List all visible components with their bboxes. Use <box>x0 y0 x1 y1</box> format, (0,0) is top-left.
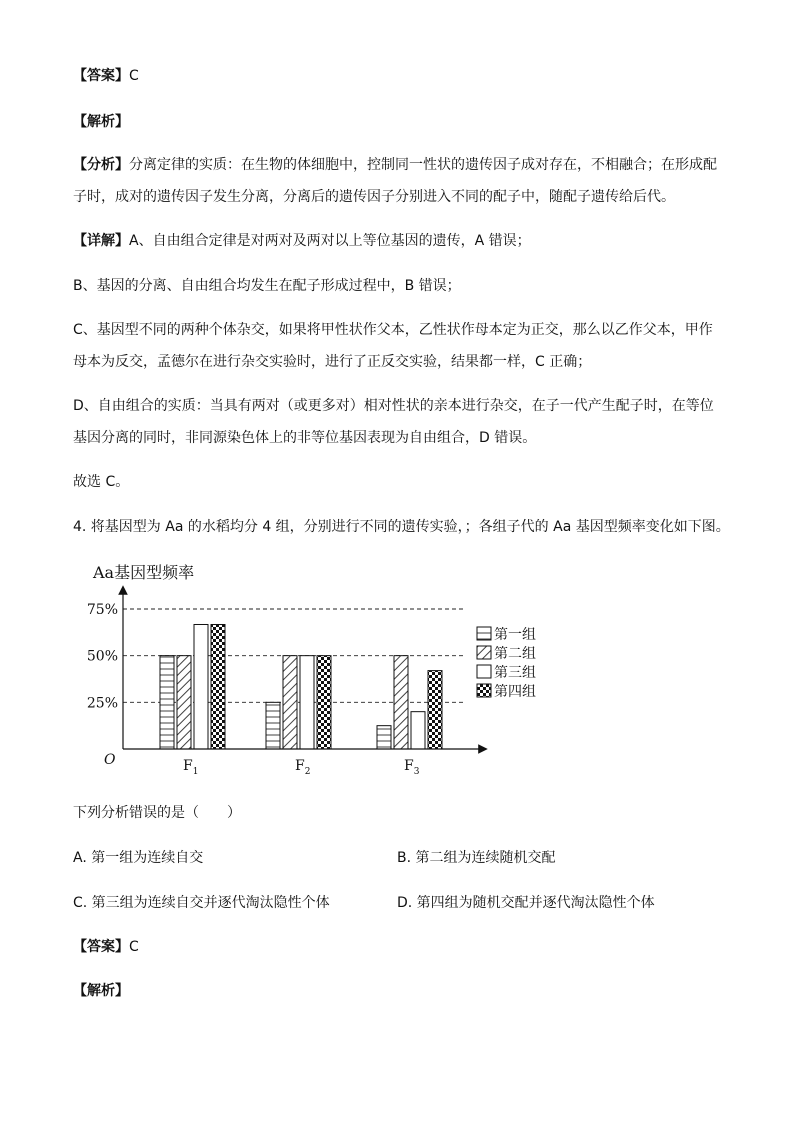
xiangjie-line-c1: C、基因型不同的两种个体杂交，如果将甲性状作父本，乙性状作母本定为正交，那么以乙作父本，甲作 <box>73 322 713 338</box>
bar-f2-series-4 <box>317 656 331 749</box>
xiangjie-line-d2: 基因分离的同时，非同源染色体上的非等位基因表现为自由组合，D 错误。 <box>73 430 537 446</box>
answer-value: C <box>129 939 139 955</box>
legend <box>477 627 536 700</box>
option-d: D. 第四组为随机交配并逐代淘汰隐性个体 <box>397 895 655 911</box>
answer-tag: 【答案】 <box>73 939 129 955</box>
legend-swatch <box>477 684 491 697</box>
xiangjie-a: A、自由组合定律是对两对及两对以上等位基因的遗传，A 错误； <box>129 233 531 249</box>
question-stem: 4. 将基因型为 Aa 的水稻均分 4 组，分别进行不同的遗传实验，；各组子代的 Aa 基因型频率变化如下图。 <box>73 519 730 535</box>
xiangjie-line-c2: 母本为反交，孟德尔在进行杂交实验时，进行了正反交实验，结果都一样，C 正确； <box>73 354 592 370</box>
y-tick-label: 25% <box>86 695 118 712</box>
origin-label: O <box>104 752 116 768</box>
chart-title: Aa基因型频率 <box>93 563 195 582</box>
bars <box>160 624 442 749</box>
bar-f3-series-3 <box>411 712 425 749</box>
option-a: A. 第一组为连续自交 <box>73 850 204 866</box>
legend-swatch <box>477 627 491 640</box>
bar-f1-series-4 <box>211 624 225 749</box>
y-tick-label: 50% <box>86 648 118 665</box>
question-prompt: 下列分析错误的是（ ） <box>73 805 241 821</box>
x-tick-label: $F_1$ <box>183 758 199 777</box>
y-tick-label: 75% <box>86 602 118 618</box>
bar-f2-series-1 <box>266 702 280 749</box>
y-tick-labels <box>87 602 118 711</box>
xiangjie-line-b: B、基因的分离、自由组合均发生在配子形成过程中，B 错误； <box>73 278 461 294</box>
option-c: C. 第三组为连续自交并逐代淘汰隐性个体 <box>73 895 330 911</box>
bar-f2-series-2 <box>283 656 297 749</box>
fenxi-tag: 【分析】 <box>73 157 129 173</box>
answer-tag: 【答案】 <box>73 68 129 84</box>
bar-f3-series-1 <box>377 726 391 749</box>
bar-f3-series-2 <box>394 656 408 749</box>
legend-swatch <box>477 646 491 659</box>
x-tick-labels <box>183 758 420 777</box>
analysis-heading-1: 【解析】 <box>73 114 129 130</box>
legend-label: 第四组 <box>494 684 536 700</box>
conclusion-line: 故选 C。 <box>73 474 130 490</box>
x-tick-label: $F_3$ <box>404 758 420 777</box>
x-tick-label: $F_2$ <box>295 758 311 777</box>
legend-label: 第三组 <box>494 665 536 681</box>
xiangjie-tag: 【详解】 <box>73 233 129 249</box>
bar-f1-series-1 <box>160 656 174 749</box>
answer-value: C <box>129 68 139 84</box>
bar-f1-series-3 <box>194 624 208 749</box>
xiangjie-line-d1: D、自由组合的实质：当具有两对（或更多对）相对性状的亲本进行杂交，在子一代产生配子时，在等位 <box>73 398 714 414</box>
legend-label: 第二组 <box>494 646 536 662</box>
bar-f1-series-2 <box>177 656 191 749</box>
fenxi-text-1: 分离定律的实质：在生物的体细胞中，控制同一性状的遗传因子成对存在，不相融合；在形成配 <box>129 157 717 173</box>
bar-f2-series-3 <box>300 656 314 749</box>
legend-label: 第一组 <box>494 627 536 643</box>
option-b: B. 第二组为连续随机交配 <box>397 850 556 866</box>
answer-line-2 <box>73 937 139 957</box>
analysis-heading-2: 【解析】 <box>73 983 129 999</box>
legend-swatch <box>477 665 491 678</box>
fenxi-line-2: 子时，成对的遗传因子发生分离，分离后的遗传因子分别进入不同的配子中，随配子遗传给后代。 <box>73 189 675 205</box>
bar-f3-series-4 <box>428 671 442 749</box>
